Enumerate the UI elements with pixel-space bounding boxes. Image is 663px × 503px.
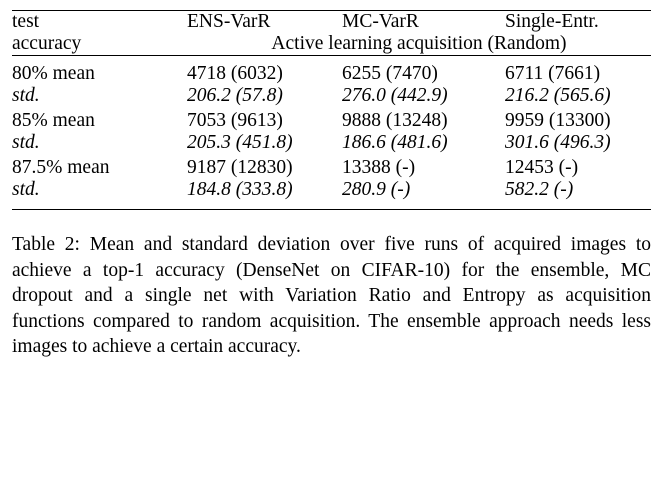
table-row bbox=[12, 132, 651, 157]
table-row bbox=[12, 56, 651, 86]
column-header-ens-varr: ENS-VarR bbox=[187, 11, 342, 34]
row-label: std. bbox=[12, 85, 40, 106]
results-table bbox=[12, 10, 651, 210]
table-row bbox=[12, 85, 651, 110]
cell-ens-varr: 9187 (12830) bbox=[187, 157, 293, 178]
cell-single-entr: 301.6 (496.3) bbox=[505, 132, 611, 153]
row-label: 85% mean bbox=[12, 110, 95, 131]
table-caption bbox=[12, 232, 651, 360]
cell-mc-varr: 13388 (-) bbox=[342, 157, 416, 178]
cell-ens-varr: 7053 (9613) bbox=[187, 110, 283, 131]
column-header-mc-varr: MC-VarR bbox=[342, 11, 505, 34]
table-row bbox=[12, 179, 651, 210]
header-row-label-line2: accuracy bbox=[12, 33, 82, 54]
cell-ens-varr: 184.8 (333.8) bbox=[187, 179, 342, 210]
cell-mc-varr: 6255 (7470) bbox=[342, 56, 505, 86]
subheader-acquisition: Active learning acquisition (Random) bbox=[271, 33, 567, 54]
row-label: std. bbox=[12, 132, 40, 153]
cell-single-entr: 582.2 (-) bbox=[505, 179, 651, 210]
table-subheader-row bbox=[12, 33, 651, 56]
table-row bbox=[12, 110, 651, 132]
cell-single-entr: 216.2 (565.6) bbox=[505, 85, 611, 106]
cell-mc-varr: 280.9 (-) bbox=[342, 179, 505, 210]
table-caption-text: Table 2: Mean and standard deviation over five runs of acquired images to achieve a top-1 accuracy (DenseNet on CIFAR-10) for the ensemble, MC dropout and a single net with Variation Ratio and Entropy as acquisition functions compared to random acquisition. The ensemble approach needs less images to achieve a certain accuracy. bbox=[12, 234, 651, 357]
cell-ens-varr: 4718 (6032) bbox=[187, 56, 342, 86]
cell-mc-varr: 9888 (13248) bbox=[342, 110, 448, 131]
header-row-label-line1: test bbox=[12, 11, 187, 34]
row-label: std. bbox=[12, 179, 187, 210]
table-header-row bbox=[12, 11, 651, 34]
table-row bbox=[12, 157, 651, 179]
row-label: 80% mean bbox=[12, 56, 187, 86]
cell-single-entr: 9959 (13300) bbox=[505, 110, 611, 131]
row-label: 87.5% mean bbox=[12, 157, 110, 178]
column-header-single-entr: Single-Entr. bbox=[505, 11, 651, 34]
cell-single-entr: 6711 (7661) bbox=[505, 56, 651, 86]
cell-single-entr: 12453 (-) bbox=[505, 157, 579, 178]
cell-mc-varr: 276.0 (442.9) bbox=[342, 85, 448, 106]
cell-ens-varr: 206.2 (57.8) bbox=[187, 85, 283, 106]
cell-ens-varr: 205.3 (451.8) bbox=[187, 132, 293, 153]
cell-mc-varr: 186.6 (481.6) bbox=[342, 132, 448, 153]
